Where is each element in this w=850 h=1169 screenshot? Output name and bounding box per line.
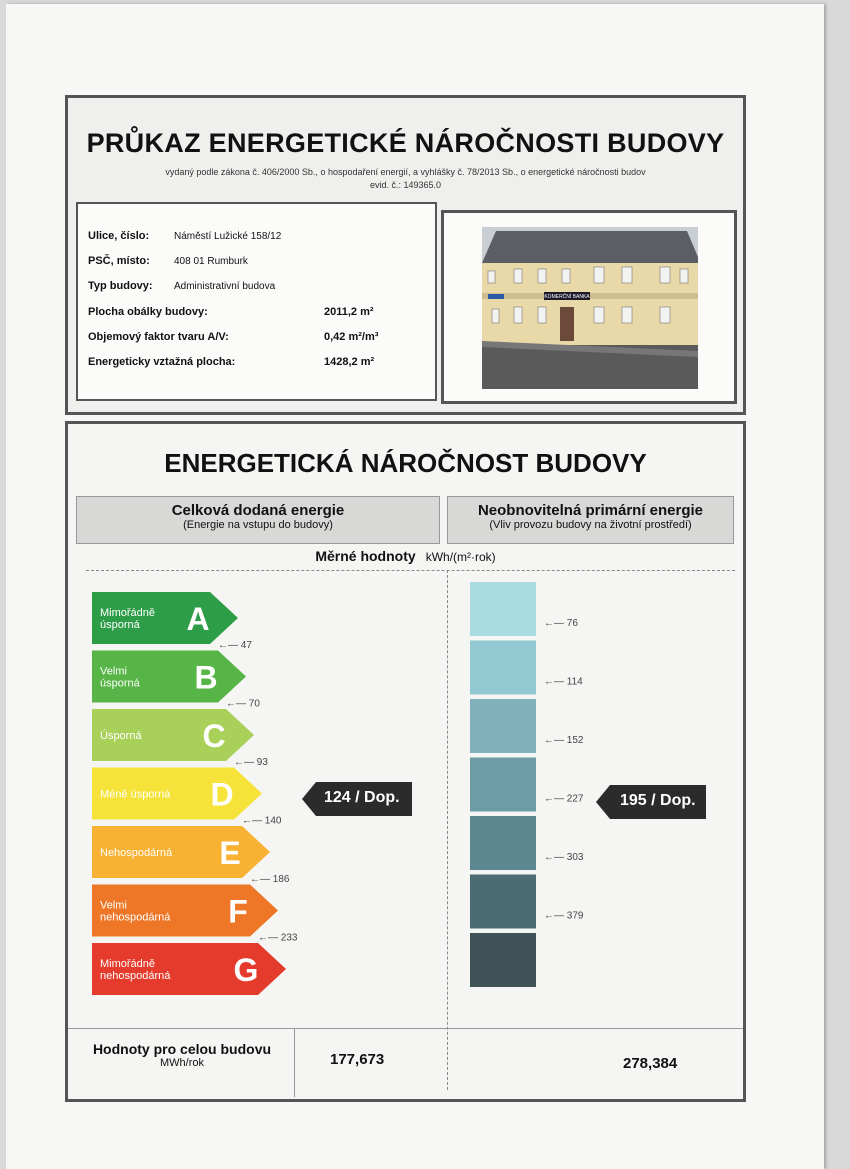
bank-sign: KOMERČNÍ BANKA bbox=[544, 294, 590, 300]
energy-performance-box bbox=[65, 421, 746, 1102]
delivered-rating-marker bbox=[302, 782, 412, 821]
whole-building-label bbox=[76, 1041, 288, 1069]
class-a-label: úsporná bbox=[100, 619, 140, 631]
class-g-label: Mimořádně bbox=[100, 958, 156, 970]
primary-total-value: 278,384 bbox=[623, 1055, 678, 1072]
psc-value: 408 01 Rumburk bbox=[174, 256, 248, 267]
street-value: Náměstí Lužické 158/12 bbox=[174, 231, 282, 242]
delivered-limit-d: ←— 140 bbox=[242, 815, 282, 827]
primary-class-e-bar bbox=[470, 816, 536, 870]
delivered-limit-c: ←— 93 bbox=[234, 757, 268, 768]
class-e-arrow bbox=[92, 826, 270, 878]
delivered-energy-title: Celková dodaná energie bbox=[171, 502, 345, 519]
whole-building-title: Hodnoty pro celou budovu bbox=[92, 1041, 272, 1057]
class-b-letter: B bbox=[194, 659, 218, 696]
street-label: Ulice, číslo: bbox=[88, 230, 150, 242]
class-f-letter: F bbox=[228, 893, 248, 930]
class-a-letter: A bbox=[186, 601, 210, 637]
class-f-label: nehospodárná bbox=[100, 911, 171, 924]
primary-rating-marker bbox=[596, 785, 706, 824]
delivered-energy-subtitle: (Energie na vstupu do budovy) bbox=[183, 519, 333, 531]
primary-rating-value: 195 / Dop. bbox=[620, 792, 696, 809]
certificate-title: PRŮKAZ ENERGETICKÉ NÁROČNOSTI BUDOVY bbox=[86, 128, 725, 158]
delivered-limit-f: ←— 233 bbox=[258, 932, 298, 944]
shape-factor-value: 0,42 m²/m³ bbox=[324, 331, 379, 343]
class-e-letter: E bbox=[219, 835, 241, 871]
reference-area-row bbox=[88, 356, 375, 368]
certificate-header-box bbox=[65, 95, 746, 415]
type-row bbox=[88, 280, 276, 292]
evidence-number: evid. č.: 149365.0 bbox=[369, 180, 442, 190]
type-label: Typ budovy: bbox=[88, 280, 153, 292]
primary-limit-e: ←— 303 bbox=[544, 852, 584, 863]
whole-building-unit: MWh/rok bbox=[160, 1057, 204, 1069]
primary-limit-b: ←— 114 bbox=[544, 676, 583, 688]
building-info-panel bbox=[76, 202, 437, 401]
shape-factor-row bbox=[88, 331, 379, 343]
primary-limit-d: ←— 227 bbox=[544, 793, 584, 805]
class-b-label: úsporná bbox=[100, 677, 140, 690]
reference-area-label: Energeticky vztažná plocha: bbox=[88, 356, 236, 368]
class-a-arrow bbox=[92, 592, 238, 644]
class-b-label: Velmi bbox=[100, 665, 127, 678]
class-g-letter: G bbox=[233, 952, 259, 988]
class-e-label: Nehospodárná bbox=[100, 847, 173, 859]
primary-class-g-bar bbox=[470, 933, 536, 987]
envelope-label: Plocha obálky budovy: bbox=[88, 306, 208, 318]
primary-class-f-bar bbox=[470, 875, 536, 929]
primary-limit-c: ←— 152 bbox=[544, 735, 584, 746]
class-c-label: Úsporná bbox=[100, 730, 142, 742]
primary-class-c-bar bbox=[470, 699, 536, 753]
class-f-arrow bbox=[92, 885, 278, 937]
delivered-total-value: 177,673 bbox=[330, 1051, 385, 1068]
totals-separator bbox=[294, 1029, 295, 1097]
envelope-row bbox=[88, 306, 374, 318]
class-a-label: Mimořádně bbox=[100, 607, 156, 619]
certificate-subtitle bbox=[68, 166, 743, 192]
primary-energy-subtitle: (Vliv provozu budovy na životní prostředí) bbox=[489, 519, 692, 531]
building-photo bbox=[482, 227, 698, 389]
psc-row bbox=[88, 255, 248, 267]
class-b-arrow bbox=[92, 651, 246, 703]
delivered-limit-e: ←— 186 bbox=[250, 874, 290, 885]
class-d-arrow bbox=[92, 768, 262, 820]
primary-class-b-bar bbox=[470, 641, 536, 695]
reference-area-value: 1428,2 m² bbox=[324, 356, 375, 368]
specific-values-unit: kWh/(m²·rok) bbox=[425, 550, 496, 564]
primary-energy-title: Neobnovitelná primární energie bbox=[477, 502, 704, 519]
psc-label: PSČ, místo: bbox=[88, 255, 150, 267]
class-c-letter: C bbox=[202, 718, 226, 754]
primary-limit-a: ←— 76 bbox=[544, 618, 578, 629]
shape-factor-label: Objemový faktor tvaru A/V: bbox=[88, 331, 229, 343]
energy-class-scale bbox=[68, 424, 743, 1028]
class-c-arrow bbox=[92, 709, 254, 761]
class-g-label: nehospodárná bbox=[100, 970, 171, 982]
class-g-arrow bbox=[92, 943, 286, 995]
type-value: Administrativní budova bbox=[174, 281, 276, 292]
primary-class-d-bar bbox=[470, 758, 536, 812]
specific-values-label: Měrné hodnoty bbox=[315, 548, 416, 564]
primary-limit-f: ←— 379 bbox=[544, 910, 584, 922]
envelope-value: 2011,2 m² bbox=[324, 306, 374, 318]
delivered-limit-a: ←— 47 bbox=[218, 640, 252, 651]
delivered-rating-value: 124 / Dop. bbox=[324, 789, 400, 806]
energy-section-title: ENERGETICKÁ NÁROČNOST BUDOVY bbox=[164, 448, 647, 478]
primary-class-a-bar bbox=[470, 582, 536, 636]
street-row bbox=[88, 230, 282, 242]
class-f-label: Velmi bbox=[100, 899, 127, 912]
legal-basis-text: vydaný podle zákona č. 406/2000 Sb., o hospodaření energií, a vyhlášky č. 78/2013 Sb., o energetické náročnosti budov bbox=[165, 167, 646, 177]
class-d-letter: D bbox=[210, 776, 234, 813]
whole-building-values bbox=[68, 1028, 743, 1097]
building-photo-frame bbox=[441, 210, 737, 404]
delivered-limit-b: ←— 70 bbox=[226, 698, 260, 710]
class-d-label: Méně úsporná bbox=[100, 788, 171, 801]
